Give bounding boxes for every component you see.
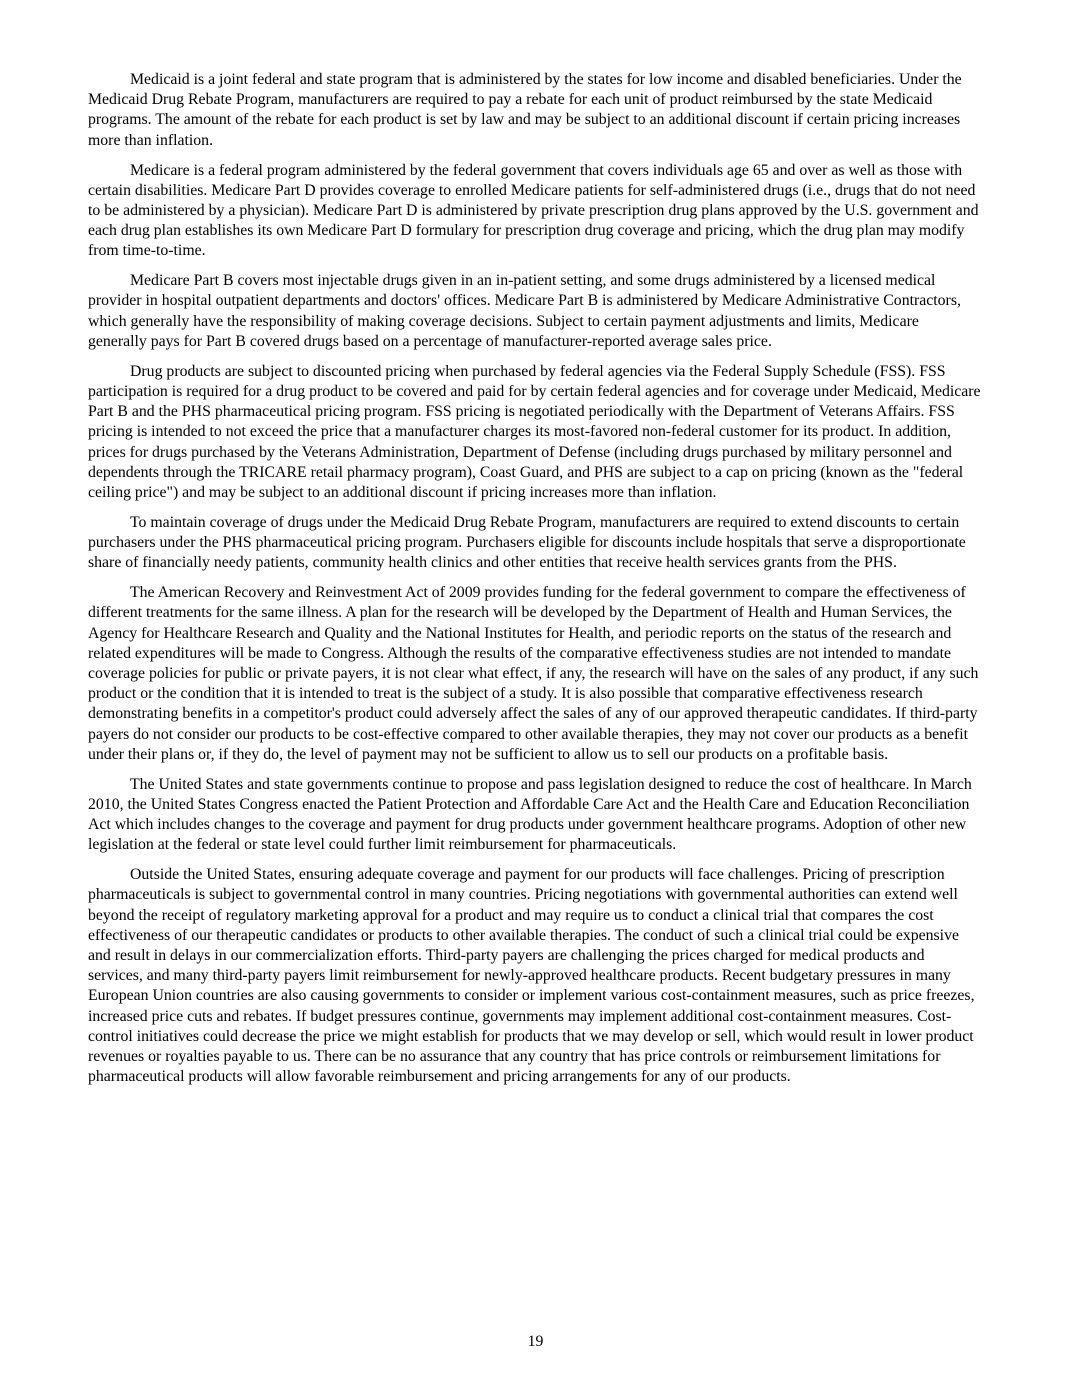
paragraph-outside-united-states: Outside the United States, ensuring adequate coverage and payment for our products will face challenges. Pricing of prescription pharmaceuticals is subject to governmental control in many countries. Pricing negotiations with governmental authorities can extend well beyond the receipt of regulatory marketing approval for a product and may require us to conduct a clinical trial that compares the cost effectiveness of our therapeutic candidates or products to other available therapies. The conduct of such a clinical trial could be expensive and result in delays in our commercialization efforts. Third-party payers are challenging the prices charged for medical products and services, and many third-party payers limit reimbursement for newly-approved healthcare products. Recent budgetary pressures in many European Union countries are also causing governments to consider or implement various cost-containment measures, such as price freezes, increased price cuts and rebates. If budget pressures continue, governments may implement additional cost-containment measures. Cost-control initiatives could decrease the price we might establish for products that we may develop or sell, which would result in lower product revenues or royalties payable to us. There can be no assurance that any country that has price controls or reimbursement limitations for pharmaceutical products will allow favorable reimbursement and pricing arrangements for any of our products.: [88, 866, 975, 1086]
paragraph-recovery-reinvestment-act: The American Recovery and Reinvestment Act of 2009 provides funding for the federal government to compare the effectiveness of different treatments for the same illness. A plan for the research will be developed by the Department of Health and Human Services, the Agency for Healthcare Research and Quality and the National Institutes for Health, and periodic reports on the status of the research and related expenditures will be made to Congress. Although the results of the comparative effectiveness studies are not intended to mandate coverage policies for public or private payers, it is not clear what effect, if any, the research will have on the sales of any product, if any such product or the condition that it is intended to treat is the subject of a study. It is also possible that comparative effectiveness research demonstrating benefits in a competitor's product could adversely affect the sales of any of our approved therapeutic candidates. If third-party payers do not consider our products to be cost-effective compared to other available therapies, they may not cover our products as a benefit under their plans or, if they do, the level of payment may not be sufficient to allow us to sell our products on a profitable basis.: [88, 584, 979, 763]
paragraph-medicaid: Medicaid is a joint federal and state program that is administered by the states for low income and disabled beneficiaries. Under the Medicaid Drug Rebate Program, manufacturers are required to pay a rebate for each unit of product reimbursed by the state Medicaid programs. The amount of the rebate for each product is set by law and may be subject to an additional discount if certain pricing increases more than inflation.: [88, 71, 962, 149]
paragraph-medicare-part-b: Medicare Part B covers most injectable drugs given in an in-patient setting, and some drugs administered by a licensed medical provider in hospital outpatient departments and doctors' offices. Medicare Part B is administered by Medicare Administrative Contractors, which generally have the responsibility of making coverage decisions. Subject to certain payment adjustments and limits, Medicare generally pays for Part B covered drugs based on a percentage of manufacturer-reported average sales price.: [88, 272, 961, 350]
document-body: [88, 70, 981, 1097]
paragraph-federal-supply-schedule: Drug products are subject to discounted pricing when purchased by federal agencies via the Federal Supply Schedule (FSS). FSS participation is required for a drug product to be covered and paid for by certain federal agencies and for coverage under Medicaid, Medicare Part B and the PHS pharmaceutical pricing program. FSS pricing is negotiated periodically with the Department of Veterans Affairs. FSS pricing is intended to not exceed the price that a manufacturer charges its most-favored non-federal customer for its product. In addition, prices for drugs purchased by the Veterans Administration, Department of Defense (including drugs purchased by military personnel and dependents through the TRICARE retail pharmacy program), Coast Guard, and PHS are subject to a cap on pricing (known as the "federal ceiling price") and may be subject to an additional discount if pricing increases more than inflation.: [88, 362, 981, 501]
paragraph-healthcare-legislation: The United States and state governments continue to propose and pass legislation designed to reduce the cost of healthcare. In March 2010, the United States Congress enacted the Patient Protection and Affordable Care Act and the Health Care and Education Reconciliation Act which includes changes to the coverage and payment for drug products under government healthcare programs. Adoption of other new legislation at the federal or state level could further limit reimbursement for pharmaceuticals.: [88, 775, 972, 854]
page-number: 19: [527, 1333, 544, 1350]
paragraph-medicare-part-d: Medicare is a federal program administered by the federal government that covers individuals age 65 and over as well as those with certain disabilities. Medicare Part D provides coverage to enrolled Medicare patients for self-administered drugs (i.e., drugs that do not need to be administered by a physician). Medicare Part D is administered by private prescription drug plans approved by the U.S. government and each drug plan establishes its own Medicare Part D formulary for prescription drug coverage and pricing, which the drug plan may modify from time-to-time.: [88, 161, 979, 260]
paragraph-phs-pricing-program: To maintain coverage of drugs under the Medicaid Drug Rebate Program, manufacturers are required to extend discounts to certain purchasers under the PHS pharmaceutical pricing program. Purchasers eligible for discounts include hospitals that serve a disproportionate share of financially needy patients, community health clinics and other entities that receive health services grants from the PHS.: [88, 513, 966, 572]
